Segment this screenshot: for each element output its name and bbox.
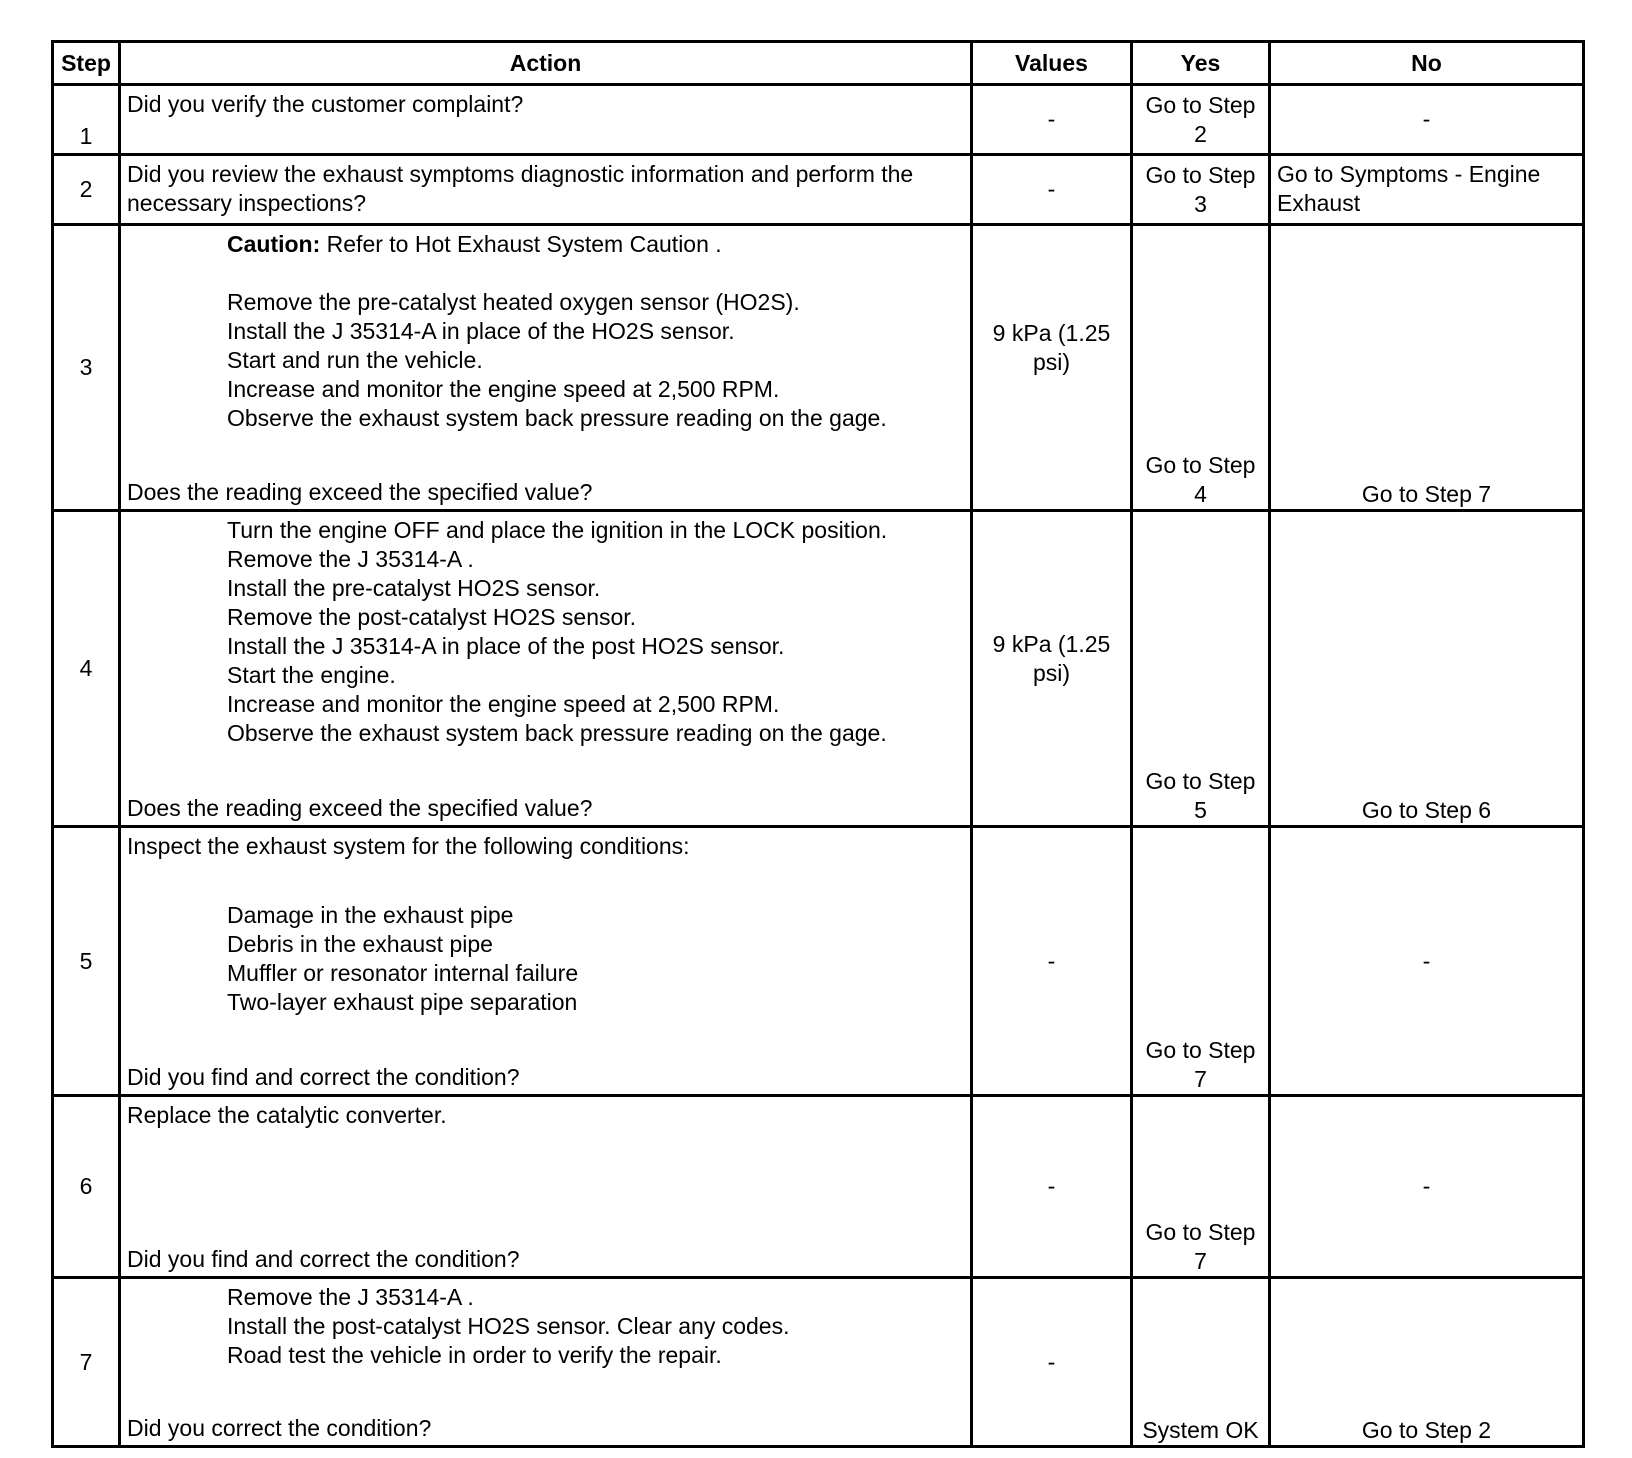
action-intro: Inspect the exhaust system for the following conditions:	[127, 833, 690, 859]
table-row	[53, 225, 1584, 511]
header-action: Action	[120, 42, 972, 85]
substep-item: Remove the J 35314-A .	[227, 1284, 474, 1310]
values-cell: -	[972, 1096, 1132, 1278]
caution-text: Refer to Hot Exhaust System Caution .	[320, 231, 722, 257]
step-number: 2	[53, 155, 120, 225]
header-step: Step	[53, 42, 120, 85]
action-cell	[120, 1278, 972, 1447]
action-cell	[120, 511, 972, 827]
substep-item: Increase and monitor the engine speed at 2,500 RPM.	[227, 376, 780, 402]
action-question: Did you review the exhaust symptoms diagnostic information and perform the necessary inspections?	[127, 161, 914, 216]
substep-item: Install the pre-catalyst HO2S sensor.	[227, 575, 601, 601]
step-number: 1	[53, 85, 120, 155]
table-row	[53, 155, 1584, 225]
yes-cell: Go to Step 7	[1132, 1096, 1270, 1278]
substep-item: Install the post-catalyst HO2S sensor. Clear any codes.	[227, 1313, 790, 1339]
yes-cell: Go to Step 7	[1132, 827, 1270, 1096]
yes-cell: Go to Step 2	[1132, 85, 1270, 155]
no-cell: -	[1270, 1096, 1584, 1278]
action-cell	[120, 155, 972, 225]
caution-label: Caution:	[227, 231, 321, 257]
action-question: Does the reading exceed the specified value?	[127, 479, 593, 505]
substep-item: Observe the exhaust system back pressure reading on the gage.	[227, 720, 887, 746]
no-cell: Go to Symptoms - Engine Exhaust	[1270, 155, 1584, 225]
yes-cell: Go to Step 5	[1132, 511, 1270, 827]
action-cell	[120, 1096, 972, 1278]
header-no: No	[1270, 42, 1584, 85]
step-number: 6	[53, 1096, 120, 1278]
table-row	[53, 1278, 1584, 1447]
table-row	[53, 827, 1584, 1096]
caution-note	[127, 230, 964, 259]
values-cell: -	[972, 85, 1132, 155]
substep-item: Remove the post-catalyst HO2S sensor.	[227, 604, 637, 630]
substep-item: Road test the vehicle in order to verify the repair.	[227, 1342, 722, 1368]
action-intro: Replace the catalytic converter.	[127, 1102, 447, 1128]
substep-item: Install the J 35314-A in place of the post HO2S sensor.	[227, 633, 785, 659]
action-question: Does the reading exceed the specified value?	[127, 795, 593, 821]
substep-item: Observe the exhaust system back pressure reading on the gage.	[227, 405, 887, 431]
action-cell	[120, 827, 972, 1096]
diagnostic-table	[51, 40, 1585, 1448]
step-number: 5	[53, 827, 120, 1096]
yes-cell: Go to Step 4	[1132, 225, 1270, 511]
values-cell: -	[972, 155, 1132, 225]
action-question: Did you verify the customer complaint?	[127, 91, 524, 117]
action-question: Did you find and correct the condition?	[127, 1064, 520, 1090]
substep-item: Debris in the exhaust pipe	[227, 931, 493, 957]
action-question: Did you correct the condition?	[127, 1415, 432, 1441]
step-number: 4	[53, 511, 120, 827]
header-row	[53, 42, 1584, 85]
substep-item: Muffler or resonator internal failure	[227, 960, 579, 986]
substep-item: Remove the pre-catalyst heated oxygen sensor (HO2S).	[227, 289, 800, 315]
substep-item: Two-layer exhaust pipe separation	[227, 989, 578, 1015]
yes-cell: System OK	[1132, 1278, 1270, 1447]
table-row	[53, 511, 1584, 827]
step-number: 7	[53, 1278, 120, 1447]
substep-item: Increase and monitor the engine speed at 2,500 RPM.	[227, 691, 780, 717]
values-cell: -	[972, 827, 1132, 1096]
step-number: 3	[53, 225, 120, 511]
substep-item: Install the J 35314-A in place of the HO2S sensor.	[227, 318, 735, 344]
action-question: Did you find and correct the condition?	[127, 1246, 520, 1272]
table-row	[53, 85, 1584, 155]
values-cell: 9 kPa (1.25 psi)	[972, 225, 1132, 511]
no-cell: Go to Step 6	[1270, 511, 1584, 827]
action-cell	[120, 225, 972, 511]
no-cell: Go to Step 7	[1270, 225, 1584, 511]
no-cell: -	[1270, 85, 1584, 155]
substep-item: Remove the J 35314-A .	[227, 546, 474, 572]
substep-item: Start the engine.	[227, 662, 396, 688]
table-row	[53, 1096, 1584, 1278]
values-cell: 9 kPa (1.25 psi)	[972, 511, 1132, 827]
yes-cell: Go to Step 3	[1132, 155, 1270, 225]
no-cell: Go to Step 2	[1270, 1278, 1584, 1447]
header-yes: Yes	[1132, 42, 1270, 85]
action-cell	[120, 85, 972, 155]
substep-item: Start and run the vehicle.	[227, 347, 483, 373]
values-cell: -	[972, 1278, 1132, 1447]
substep-item: Damage in the exhaust pipe	[227, 902, 514, 928]
header-values: Values	[972, 42, 1132, 85]
no-cell: -	[1270, 827, 1584, 1096]
substep-item: Turn the engine OFF and place the ignition in the LOCK position.	[227, 517, 888, 543]
